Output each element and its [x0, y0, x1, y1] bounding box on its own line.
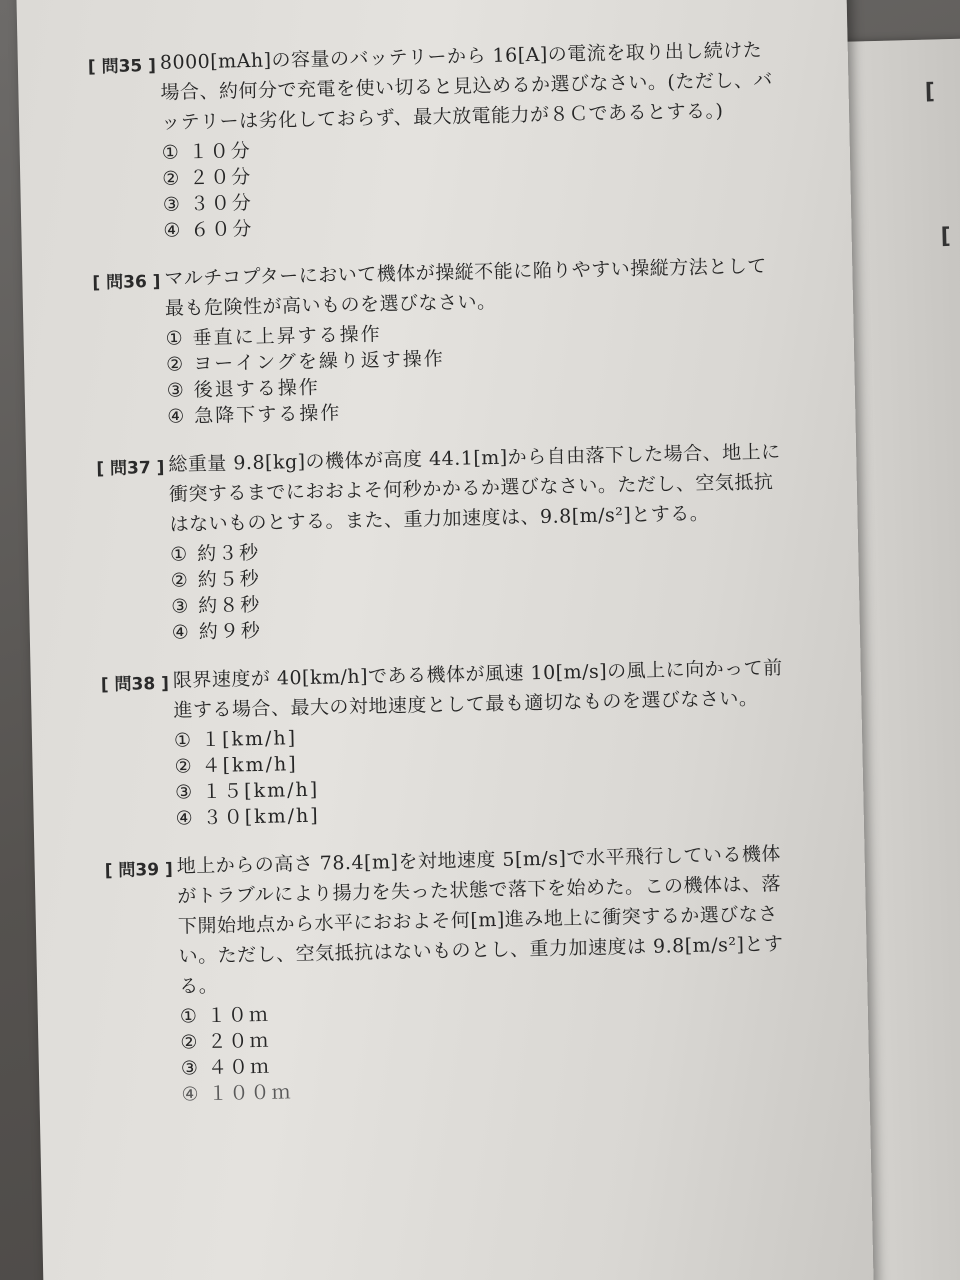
- answer-options: [161, 126, 811, 244]
- option-text: 約５秒: [197, 567, 261, 592]
- option-number: ④: [167, 405, 187, 428]
- question-text: 地上からの高さ 78.4[m]を対地速度 5[m/s]で水平飛行している機体がトラブルにより揚力を失った状態で落下を始めた。この機体は、落下開始地点から水平におおよそ何[m]進み地上に衝突するか選びなさい。ただし、空気抵抗はないものとし、重力加速度は 9.8[m/s²]とする。: [176, 843, 784, 998]
- option-number: ①: [165, 327, 185, 350]
- option-text: ６０分: [190, 217, 254, 242]
- option-text: 約８秒: [198, 593, 262, 618]
- option-text: 垂直に上昇する操作: [192, 323, 382, 350]
- option-number: ①: [161, 141, 182, 164]
- option-text: １０分: [188, 139, 253, 164]
- option-number: ①: [179, 1005, 200, 1028]
- question-text: 限界速度が 40[km/h]である機体が風速 10[m/s]の風上に向かって前進する場合、最大の対地速度として最も適切なものを選びなさい。: [172, 656, 783, 722]
- question-text: マルチコプターにおいて機体が操縦不能に陥りやすい操縦方法として最も危険性が高いものを選びなさい。: [164, 255, 767, 320]
- answer-options: [174, 714, 824, 832]
- option-number: ③: [174, 781, 195, 804]
- question-39: [104, 838, 829, 1109]
- answer-options: [180, 990, 830, 1108]
- question-number: [ 問35 ]: [87, 55, 157, 78]
- question-number: [ 問37 ]: [96, 457, 165, 480]
- option-number: ②: [180, 1031, 200, 1054]
- question-text: 8000[mAh]の容量のバッテリーから 16[A]の電流を取り出し続けた場合、約何分で充電を使い切ると見込めるか選びなさい。(ただし、バッテリーは劣化しておらず、最大放電能力が８Ｃであるとする。): [159, 39, 774, 134]
- option-text: １５[km/h]: [201, 778, 320, 804]
- option-number: ②: [174, 755, 194, 778]
- question-36: [92, 250, 815, 431]
- option-number: ③: [180, 1057, 201, 1080]
- question-37: [96, 436, 820, 647]
- option-text: 後退する操作: [193, 376, 320, 402]
- adjacent-page-mark: [: [924, 79, 936, 105]
- option-number: ②: [170, 569, 190, 592]
- option-text: ２０ｍ: [207, 1029, 271, 1054]
- answer-options: [170, 528, 820, 646]
- option-number: ③: [162, 193, 183, 216]
- question-number: [ 問38 ]: [100, 673, 170, 696]
- question-number: [ 問39 ]: [104, 859, 174, 882]
- option-text: ２０分: [189, 165, 253, 190]
- option-number: ②: [165, 353, 186, 376]
- option-text: １００ｍ: [208, 1081, 293, 1106]
- option-number: ④: [181, 1083, 201, 1106]
- exam-page: [16, 0, 873, 1280]
- option-text: 約３秒: [196, 541, 261, 566]
- option-number: ④: [171, 621, 192, 644]
- option-number: ③: [166, 379, 186, 402]
- option-text: 急降下する操作: [194, 402, 342, 428]
- option-number: ④: [175, 807, 195, 830]
- question-text: 総重量 9.8[kg]の機体が高度 44.1[m]から自由落下した場合、地上に衝突するまでにおおよそ何秒かかるか選びなさい。ただし、空気抵抗はないものとする。また、重力加速度は、9.8[m/s²]とする。: [168, 440, 781, 536]
- option-number: ②: [162, 167, 182, 190]
- question-list: [88, 34, 830, 1129]
- option-text: １０ｍ: [206, 1003, 271, 1028]
- option-number: ③: [171, 595, 191, 618]
- option-number: ④: [163, 219, 183, 242]
- option-text: ３０分: [189, 191, 254, 216]
- option-number: ①: [173, 729, 194, 752]
- adjacent-page-mark: [: [940, 224, 952, 250]
- answer-options: [165, 312, 815, 430]
- question-number: [ 問36 ]: [92, 271, 161, 294]
- option-text: ３０[km/h]: [202, 804, 320, 830]
- option-text: 約９秒: [198, 619, 263, 644]
- option-number: ①: [169, 543, 190, 566]
- option-text: ４[km/h]: [201, 753, 298, 778]
- option-text: ヨーイングを繰り返す操作: [192, 347, 446, 376]
- option-text: ４０ｍ: [207, 1055, 272, 1080]
- option-text: １[km/h]: [200, 727, 298, 752]
- question-38: [100, 652, 823, 833]
- question-35: [88, 34, 812, 245]
